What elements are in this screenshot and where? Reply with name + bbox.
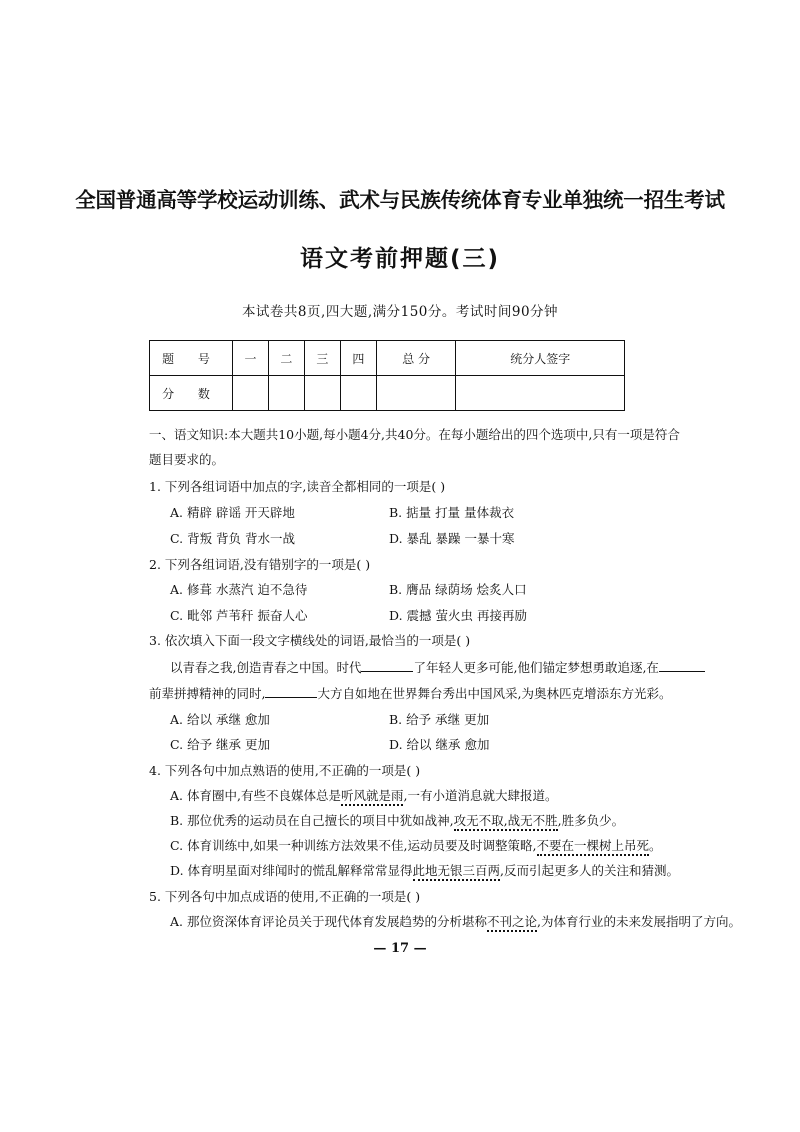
q4-option-d[interactable]: [170, 861, 679, 879]
q4-option-c[interactable]: [170, 836, 662, 854]
option-text: ,胜多负少。: [557, 813, 625, 828]
score-header-cell: 一: [233, 341, 269, 376]
q4-stem: 4. 下列各句中加点熟语的使用,不正确的一项是( ): [149, 763, 421, 778]
q2-stem: 2. 下列各组词语,没有错别字的一项是( ): [149, 557, 371, 572]
q2-option-b[interactable]: B. 膺品 绿荫场 烩炙人口: [389, 582, 527, 597]
dotted-idiom: 听风就是雨: [341, 788, 404, 806]
q3-stem: 3. 依次填入下面一段文字横线处的词语,最恰当的一项是( ): [149, 633, 471, 648]
fill-blank: [361, 660, 413, 672]
page-number: — 17 —: [373, 941, 427, 956]
dotted-idiom: 此地无银三百两: [413, 863, 501, 881]
score-header-cell: 二: [268, 341, 304, 376]
exam-info: 本试卷共8页,四大题,满分150分。考试时间90分钟: [241, 304, 559, 320]
fill-blank: [265, 686, 317, 698]
score-table-score-row: [150, 376, 625, 411]
q1-option-d[interactable]: D. 暴乱 暴躁 一暴十寒: [389, 531, 515, 546]
score-header-cell: 总 分: [376, 341, 456, 376]
q5-stem: 5. 下列各句中加点成语的使用,不正确的一项是( ): [149, 889, 421, 904]
q3-passage-text: 以青春之我,创造青春之中国。时代: [170, 660, 362, 675]
score-cell[interactable]: [233, 376, 269, 411]
score-header-cell: 统分人签字: [456, 341, 625, 376]
section1-instructions-line1: 一、语文知识:本大题共10小题,每小题4分,共40分。在每小题给出的四个选项中,只有一项是符合: [149, 427, 680, 442]
score-table-header-row: [150, 341, 625, 376]
score-header-cell: 三: [304, 341, 340, 376]
q3-option-a[interactable]: A. 给以 承继 愈加: [170, 712, 270, 727]
score-table: [149, 340, 625, 411]
q4-option-a[interactable]: [170, 786, 557, 804]
dotted-idiom: 不刊之论: [487, 914, 537, 932]
q4-option-b[interactable]: [170, 811, 624, 829]
q5-option-a[interactable]: [170, 912, 741, 930]
dotted-idiom: 攻无不取,战无不胜: [454, 813, 558, 831]
q3-option-d[interactable]: D. 给以 继承 愈加: [389, 737, 490, 752]
score-cell[interactable]: [340, 376, 376, 411]
section1-instructions-line2: 题目要求的。: [149, 452, 225, 467]
option-text: 。: [649, 838, 662, 853]
q3-option-c[interactable]: C. 给予 继承 更加: [170, 737, 271, 752]
score-row-label: 分 数: [150, 376, 233, 411]
option-text: B. 那位优秀的运动员在自己擅长的项目中犹如战神,: [170, 813, 454, 828]
score-cell[interactable]: [456, 376, 625, 411]
option-text: ,为体育行业的未来发展指明了方向。: [537, 914, 741, 929]
score-cell[interactable]: [304, 376, 340, 411]
q1-stem: 1. 下列各组词语中加点的字,读音全都相同的一项是( ): [149, 479, 446, 494]
q3-passage-text: 了年轻人更多可能,他们锚定梦想勇敢追逐,在: [413, 660, 659, 675]
option-text: D. 体育明星面对绯闻时的慌乱解释常常显得: [170, 863, 413, 878]
q1-option-a[interactable]: A. 精辟 辟谣 开天辟地: [170, 505, 295, 520]
paper-subtitle: 语文考前押题(三): [299, 246, 501, 272]
q1-option-c[interactable]: C. 背叛 背负 背水一战: [170, 531, 296, 546]
option-text: A. 那位资深体育评论员关于现代体育发展趋势的分析堪称: [170, 914, 487, 929]
option-text: C. 体育训练中,如果一种训练方法效果不佳,运动员要及时调整策略,: [170, 838, 537, 853]
score-header-cell: 题 号: [150, 341, 233, 376]
dotted-idiom: 不要在一棵树上吊死: [537, 838, 650, 856]
q2-option-c[interactable]: C. 毗邻 芦苇秆 振奋人心: [170, 608, 308, 623]
q3-passage-text: 大方自如地在世界舞台秀出中国风采,为奥林匹克增添东方光彩。: [317, 686, 672, 701]
q3-passage-line1: [170, 658, 705, 676]
score-cell[interactable]: [268, 376, 304, 411]
score-cell[interactable]: [376, 376, 456, 411]
fill-blank: [659, 660, 705, 672]
q2-option-a[interactable]: A. 修葺 水蒸汽 迫不急待: [170, 582, 308, 597]
q1-option-b[interactable]: B. 掂量 打量 量体裁衣: [389, 505, 515, 520]
q2-option-d[interactable]: D. 震撼 萤火虫 再接再励: [389, 608, 527, 623]
q3-passage-text: 前辈拼搏精神的同时,: [149, 686, 266, 701]
score-header-cell: 四: [340, 341, 376, 376]
option-text: ,反而引起更多人的关注和猜测。: [500, 863, 680, 878]
exam-main-title: 全国普通高等学校运动训练、武术与民族传统体育专业单独统一招生考试: [75, 188, 725, 212]
option-text: ,一有小道消息就大肆报道。: [403, 788, 558, 803]
q3-option-b[interactable]: B. 给予 承继 更加: [389, 712, 490, 727]
option-text: A. 体育圈中,有些不良媒体总是: [170, 788, 341, 803]
q3-passage-line2: [149, 684, 671, 702]
